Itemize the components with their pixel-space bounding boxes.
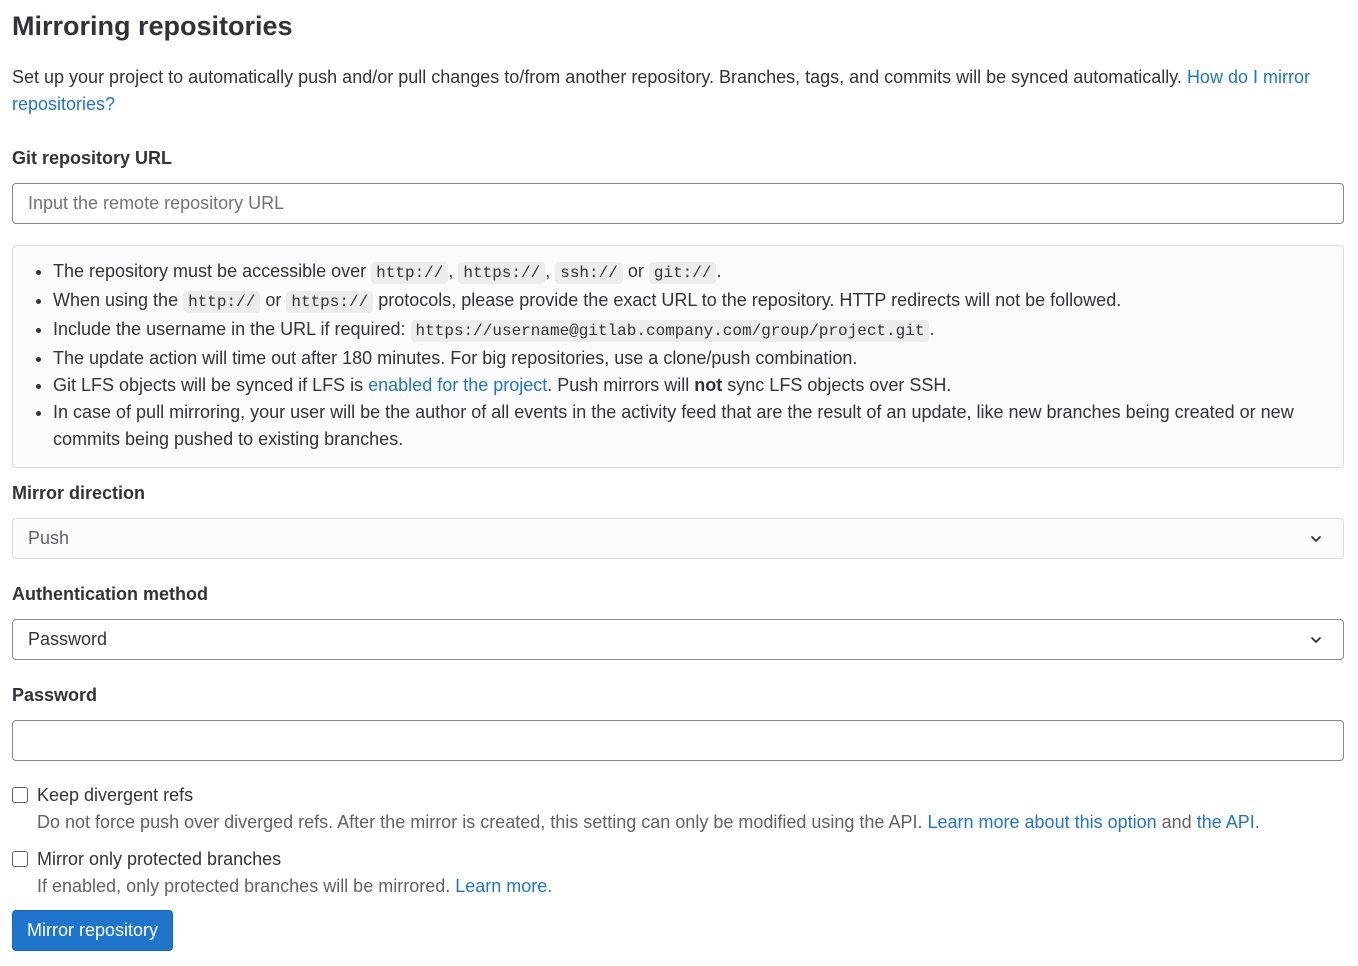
mirror-repository-button[interactable]: Mirror repository [12, 910, 173, 951]
protected-only-group [12, 846, 1344, 900]
lfs-enabled-link[interactable]: enabled for the project [368, 375, 548, 395]
page-title: Mirroring repositories [12, 11, 293, 41]
protected-only-label[interactable]: Mirror only protected branches [37, 849, 282, 869]
info-item-timeout: • The update action will time out after 180 minutes. For big repositories, use a clone/push combination. [53, 345, 1323, 372]
auth-group [12, 581, 1344, 660]
password-input[interactable] [12, 720, 1344, 761]
intro-text: Set up your project to automatically push and/or pull changes to/from another repository. Branches, tags, and commits will be synced automatically. How do I mirror repositories? [12, 67, 1310, 114]
url-group [12, 145, 1344, 224]
info-item-lfs: • Git LFS objects will be synced if LFS is enabled for the project. Push mirrors will not sync LFS objects over SSH. [53, 372, 1323, 399]
protected-only-checkbox[interactable] [12, 851, 28, 867]
direction-group [12, 480, 1344, 559]
learn-more-option-link[interactable]: Learn more about this option [927, 812, 1157, 832]
keep-divergent-checkbox[interactable] [12, 787, 28, 803]
url-input[interactable]: Input the remote repository URL [12, 183, 1344, 224]
auth-method-select[interactable]: Password [12, 619, 1344, 660]
info-item-pull: • In case of pull mirroring, your user will be the author of all events in the activity feed that are the result of an update, like new branches being created or new commits being pushed to existing branches. [53, 399, 1323, 453]
learn-more-link[interactable]: Learn more. [455, 876, 553, 896]
info-item-protocols: • The repository must be accessible over http:// , https:// , ssh:// or git:// . [53, 258, 1323, 287]
chevron-down-icon [1310, 634, 1322, 646]
mirror-help-link[interactable]: How do I mirror repositories? [12, 67, 1310, 114]
url-label: Git repository URL [12, 148, 173, 168]
info-item-http: • When using the http:// or https:// protocols, please provide the exact URL to the repository. HTTP redirects will not be followed. [53, 287, 1323, 316]
password-label: Password [12, 685, 98, 705]
keep-divergent-label[interactable]: Keep divergent refs [37, 785, 194, 805]
url-info-list [33, 258, 1323, 453]
keep-divergent-group [12, 782, 1344, 836]
chevron-down-icon [1310, 533, 1322, 545]
auth-label: Authentication method [12, 584, 208, 604]
keep-divergent-help: Do not force push over diverged refs. After the mirror is created, this setting can only be modified using the API. Learn more about this option and the API. [37, 812, 1260, 832]
url-info-box [12, 245, 1344, 468]
info-item-username: • Include the username in the URL if required: https://username@gitlab.company.com/group/project.git . [53, 316, 1323, 345]
protected-only-help: If enabled, only protected branches will be mirrored. Learn more. [37, 876, 553, 896]
api-link[interactable]: the API. [1196, 812, 1260, 832]
direction-label: Mirror direction [12, 483, 146, 503]
password-group [12, 682, 1344, 761]
direction-select[interactable]: Push [12, 518, 1344, 559]
